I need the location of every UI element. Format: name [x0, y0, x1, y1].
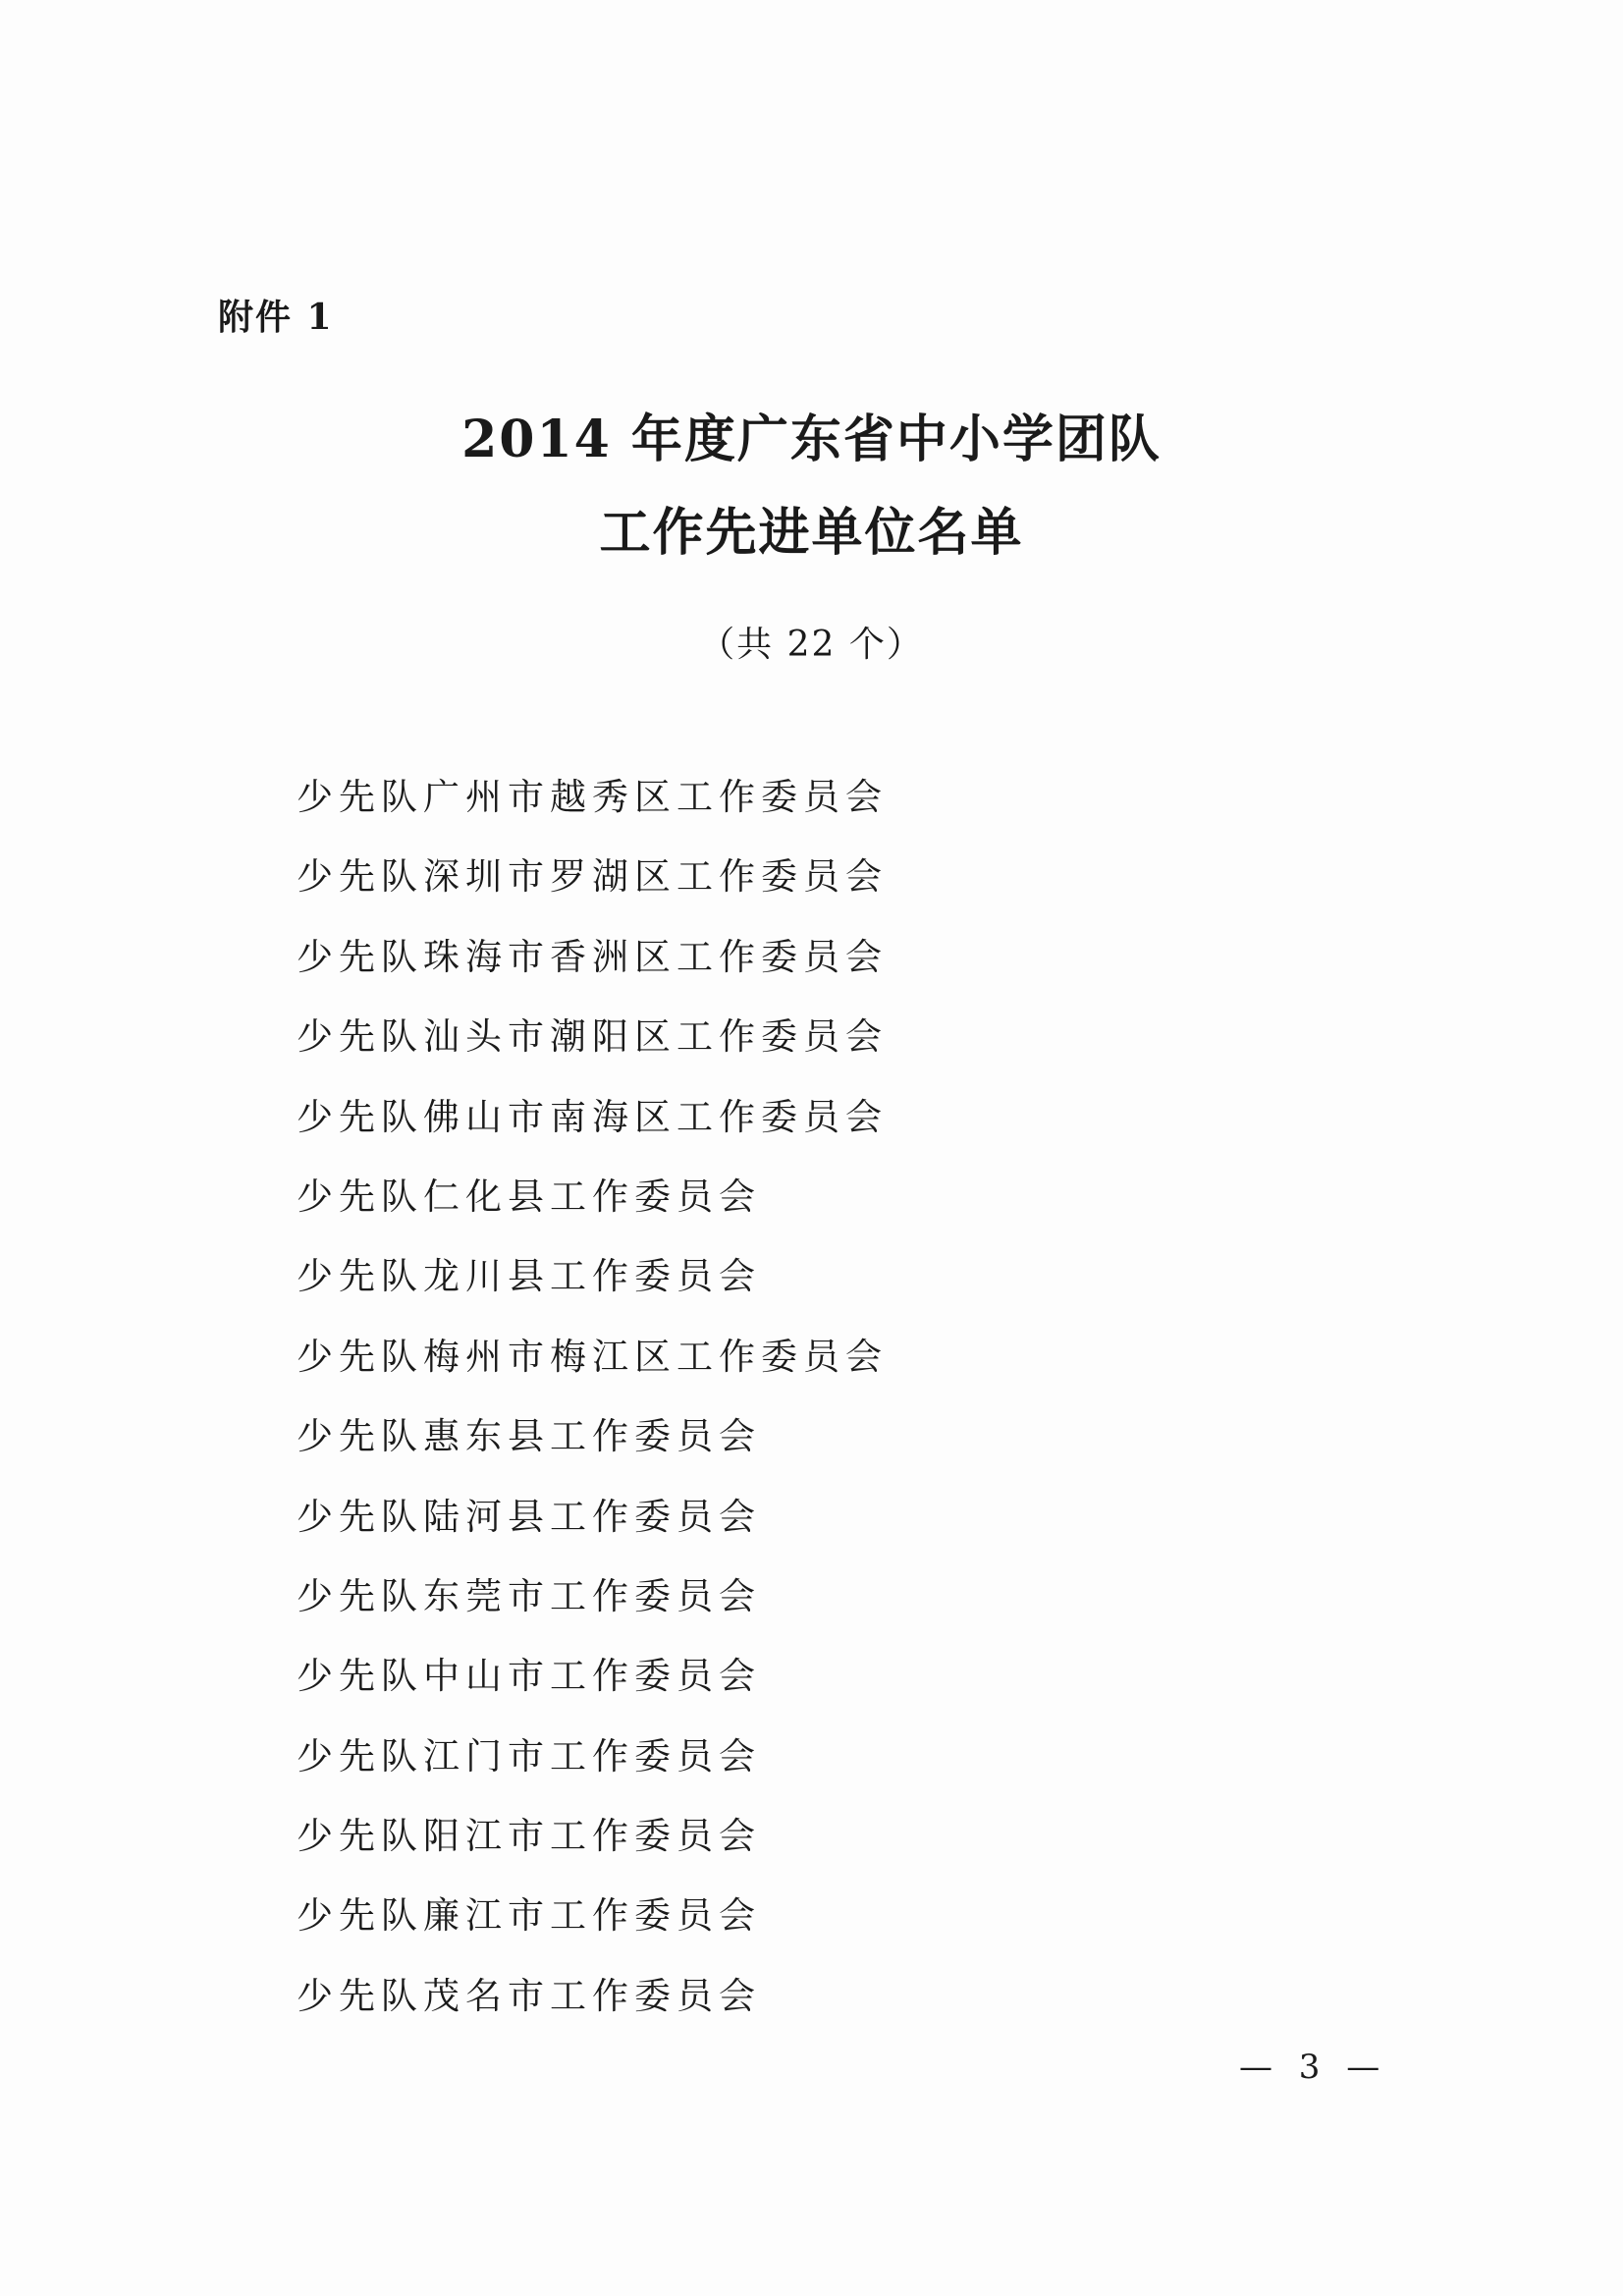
- list-item: 少先队东莞市工作委员会: [297, 1574, 761, 1617]
- list-item: 少先队深圳市罗湖区工作委员会: [297, 855, 888, 899]
- list-item: 少先队阳江市工作委员会: [297, 1815, 761, 1858]
- list-item: 少先队江门市工作委员会: [297, 1734, 761, 1777]
- list-item: 少先队珠海市香洲区工作委员会: [297, 935, 888, 978]
- attachment-label: 附件 1: [218, 297, 334, 338]
- advanced-unit-list: [297, 768, 888, 2047]
- list-item: 少先队龙川县工作委员会: [297, 1255, 761, 1298]
- list-item: 少先队廉江市工作委员会: [297, 1894, 761, 1938]
- page-number: — 3 —: [1239, 2048, 1388, 2087]
- list-item: 少先队广州市越秀区工作委员会: [297, 776, 888, 818]
- list-item: 少先队汕头市潮阳区工作委员会: [297, 1015, 888, 1059]
- document-title-line-2: 工作先进单位名单: [599, 503, 1024, 563]
- list-item: 少先队中山市工作委员会: [297, 1655, 761, 1698]
- list-item: 少先队梅州市梅江区工作委员会: [297, 1335, 888, 1378]
- list-item: 少先队仁化县工作委员会: [297, 1175, 761, 1218]
- list-item: 少先队陆河县工作委员会: [297, 1495, 761, 1538]
- unit-count-subtitle: （共 22 个）: [699, 625, 924, 665]
- list-item: 少先队茂名市工作委员会: [297, 1974, 761, 2017]
- list-item: 少先队惠东县工作委员会: [297, 1415, 761, 1458]
- document-title-line-1: 2014 年度广东省中小学团队: [461, 410, 1162, 469]
- list-item: 少先队佛山市南海区工作委员会: [297, 1095, 888, 1138]
